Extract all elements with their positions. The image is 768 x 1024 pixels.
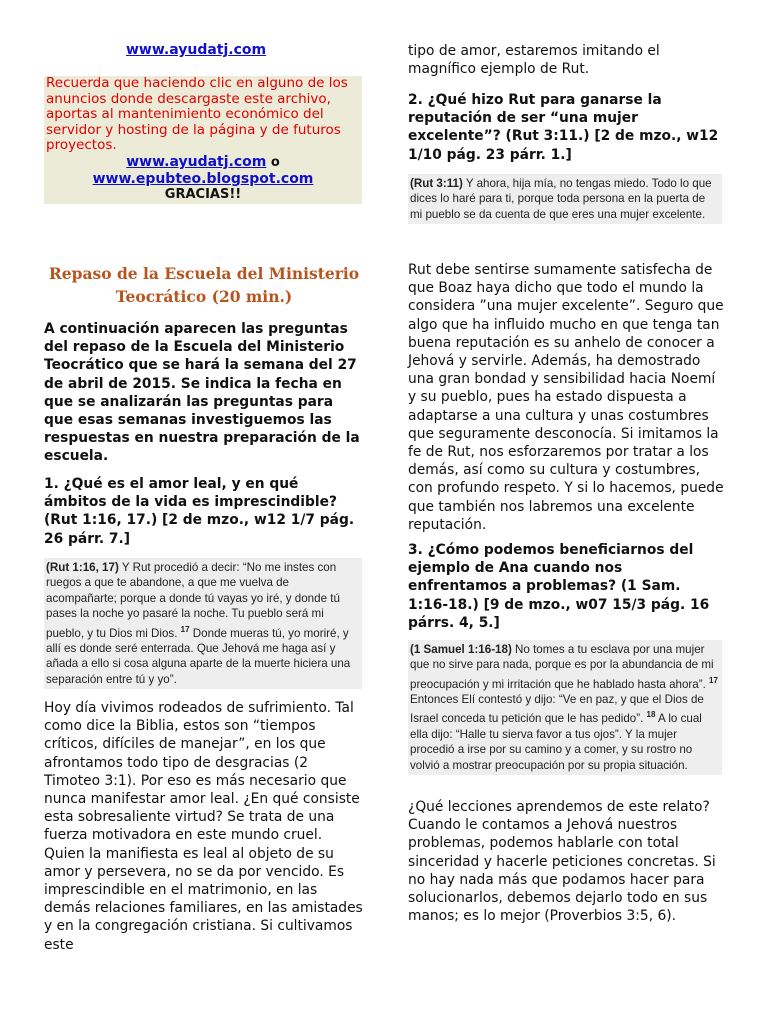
ad-links-line1	[46, 154, 360, 171]
site-link[interactable]: www.ayudatj.com	[126, 42, 267, 58]
intro-paragraph: A continuación aparecen las preguntas del repaso de la Escuela del Ministerio Teocrático que se hará la semana del 27 de abril de 2015. Se indica la fecha en que se analizarán las preguntas para que esas semanas investiguemos las respuestas en nuestra preparación de la escuela.	[44, 321, 360, 465]
ad-link-epubteo[interactable]: www.epubteo.blogspot.com	[92, 170, 314, 187]
ad-link-ayudatj[interactable]: www.ayudatj.com	[126, 153, 267, 170]
ad-notice-box	[44, 76, 362, 204]
answer-3-paragraph: ¿Qué lecciones aprendemos de este relato? Cuando le contamos a Jehová nuestros problemas, podemos hablarle con total sinceridad y hacerle peticiones concretas. Si no hay nada más que podamos hacer para solucionarlos, debemos dejarlo todo en sus manos; es lo mejor (Proverbios 3:5, 6).	[408, 799, 716, 925]
ad-links-line2	[46, 171, 360, 187]
answer-2-paragraph: Rut debe sentirse sumamente satisfecha de que Boaz haya dicho que todo el mundo la considera ”una mujer excelente”. Seguro que algo que ha influido mucho en que tenga tan buena reputación es su anhelo de conocer a Jehová y servirle. Además, ha demostrado una gran bondad y sensibilidad hacia Noemí y su pueblo, pues ha estado dispuesta a adaptarse a una cultura y unas costumbres que seguramente desconocía. Si imitamos la fe de Rut, nos esforzaremos por tratar a los demás, así como su cultura y costumbres, con profundo respeto. Y si lo hacemos, puede que también nos labremos una excelente reputación.	[408, 262, 724, 533]
verse-text: Entonces Elí contestó y dijo: “Ve en paz, y que el Dios de Israel conceda tu petición que le has pedido”.	[410, 693, 704, 726]
ad-or-text: o	[270, 154, 280, 170]
verse-text: Y Rut procedió a decir: “No me instes con ruegos a que te abandone, a que me vuelva de acompañarte; porque a donde tú vayas yo iré, y donde tú pases la noche yo pasaré la noche. Tu pueblo será mi pueblo, y tu Dios mi Dios.	[46, 561, 340, 640]
verse-text: No tomes a tu esclava por una mujer que no sirve para nada, porque es por la abundancia de mi preocupación y mi irritación que he hablado hasta ahora”.	[410, 643, 714, 691]
question-2: 2. ¿Qué hizo Rut para ganarse la reputación de ser “una mujer excelente”? (Rut 3:11.) [2 de mzo., w12 1/10 pág. 23 párr. 1.]	[408, 92, 719, 163]
ad-notice-text: Recuerda que haciendo clic en alguno de los anuncios donde descargaste este archivo, aportas al mantenimiento económico del servidor y hosting de la página y de futuros proyectos.	[46, 75, 348, 154]
verse-box-2	[408, 174, 722, 224]
verse-number: 17	[709, 675, 718, 685]
verse-number: 17	[180, 624, 190, 634]
verse-ref: (Rut 1:16, 17)	[46, 561, 119, 574]
question-3: 3. ¿Cómo podemos beneficiarnos del ejemplo de Ana cuando nos enfrentamos a problemas? (1 Sam. 1:16-18.) [9 de mzo., w07 15/3 pág. 16 párrs. 4, 5.]	[408, 542, 710, 631]
verse-box-3	[408, 640, 722, 775]
verse-ref: (1 Samuel 1:16-18)	[410, 643, 512, 656]
verse-ref: (Rut 3:11)	[410, 177, 463, 190]
verse-number: 18	[646, 710, 656, 720]
verse-text: Donde mueras tú, yo moriré, y allí es donde seré enterrada. Que Jehová me haga así y añada a ello si cosa alguna aparte de la muerte hiciera una separación entre tú y yo”.	[46, 626, 351, 686]
verse-text: Y ahora, hija mía, no tengas miedo. Todo lo que dices lo haré para ti, porque toda persona en la puerta de mi pueblo se da cuenta de que eres una mujer excelente.	[410, 177, 712, 221]
continued-paragraph: tipo de amor, estaremos imitando el magnífico ejemplo de Rut.	[408, 43, 660, 78]
ad-thanks: GRACIAS!!	[164, 186, 242, 202]
section-title: Repaso de la Escuela del Ministerio Teocrático (20 min.)	[48, 264, 360, 306]
question-1: 1. ¿Qué es el amor leal, y en qué ámbitos de la vida es imprescindible? (Rut 1:16, 17.) [2 de mzo., w12 1/7 pág. 26 párr. 7.]	[44, 476, 355, 547]
answer-1-paragraph: Hoy día vivimos rodeados de sufrimiento. Tal como dice la Biblia, estos son “tiempos críticos, difíciles de manejar”, en los que afrontamos todo tipo de desgracias (2 Timoteo 3:1). Por eso es más necesario que nunca manifestar amor leal. ¿En qué consiste esta sobresaliente virtud? Se trata de una fuerza motivadora en este mundo cruel. Quien la manifiesta es leal al objeto de su amor y persevera, no se da por vencido. Es imprescindible en el matrimonio, en las demás relaciones familiares, en las amistades y en la congregación cristiana. Si cultivamos este	[44, 700, 363, 953]
verse-box-1	[44, 558, 362, 689]
verse-text: A lo cual ella dijo: “Halle tu sierva favor a tus ojos”. Y la mujer procedió a irse por su camino y a comer, y su rostro no volvió a mostrar preocupación por su propia situación.	[410, 712, 702, 772]
